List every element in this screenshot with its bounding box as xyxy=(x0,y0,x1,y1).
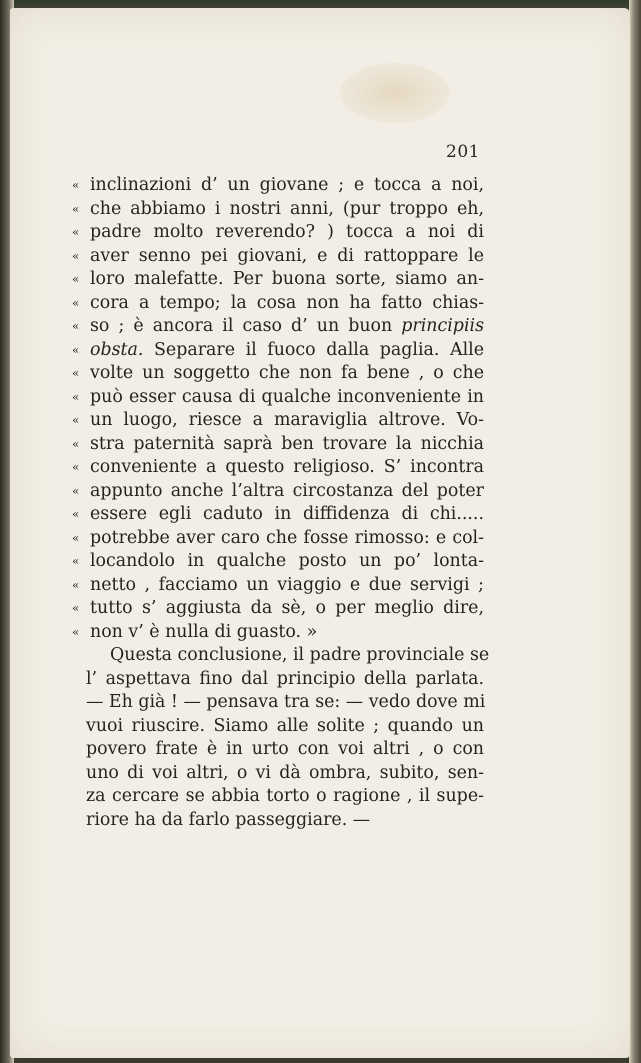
quote-mark: « xyxy=(72,178,80,192)
quote-mark: « xyxy=(72,248,80,263)
quote-mark: « xyxy=(72,483,80,498)
text-line: za cercare se abbia torto o ragione , il supe- xyxy=(86,786,484,806)
quote-mark: « xyxy=(72,272,80,286)
quote-mark: « xyxy=(72,413,80,427)
text-line: « cora a tempo; la cosa non ha fatto chias- xyxy=(86,292,484,316)
quote-mark: « xyxy=(72,342,80,357)
quote-mark: « xyxy=(72,436,80,451)
quote-mark: « xyxy=(72,295,80,310)
quote-mark: « xyxy=(72,389,80,404)
quote-mark: « xyxy=(72,624,80,639)
latin-phrase: principiis xyxy=(401,316,484,336)
body-text xyxy=(72,174,490,832)
text-line: « so ; è ancora il caso d’ un buon principiis xyxy=(86,315,484,339)
paragraph-first-line: Questa conclusione, il padre provinciale se xyxy=(110,645,490,665)
text-line: « netto , facciamo un viaggio e due servigi ; xyxy=(86,574,484,598)
quote-mark: « xyxy=(72,319,80,333)
book-page xyxy=(10,8,630,1058)
text-line: uno di voi altri, o vi dà ombra, subito, sen- xyxy=(86,762,484,783)
latin-phrase: obsta. xyxy=(90,339,144,360)
quote-mark: « xyxy=(72,225,80,239)
text-line: vuoi riuscire. Siamo alle solite ; quando un xyxy=(86,715,484,736)
text-line: « conveniente a questo religioso. S’ incontra xyxy=(86,456,484,480)
text-line: « potrebbe aver caro che fosse rimosso: e col- xyxy=(86,527,484,551)
text-line: « può esser causa di qualche inconveniente in xyxy=(86,386,484,410)
text-line: « aver senno pei giovani, e di rattoppare le xyxy=(86,245,484,269)
paper-stain xyxy=(340,63,450,123)
quote-mark: « xyxy=(72,577,80,592)
text-line: « loro malefatte. Per buona sorte, siamo an- xyxy=(86,268,484,292)
quote-mark: « xyxy=(72,460,80,474)
text-line: « non v’ è nulla di guasto. » xyxy=(86,621,484,645)
text-line: « locandolo in qualche posto un po’ lonta- xyxy=(86,550,484,574)
text-line: « essere egli caduto in diffidenza di chi..... xyxy=(86,503,484,527)
quote-mark: « xyxy=(72,366,80,380)
page-number: 201 xyxy=(446,142,480,162)
text-line: « che abbiamo i nostri anni, (pur troppo eh, xyxy=(86,198,484,222)
quote-mark: « xyxy=(72,507,80,521)
text-line: povero frate è in urto con voi altri , o con xyxy=(86,739,484,759)
quote-mark: « xyxy=(72,201,80,216)
text-line: l’ aspettava fino dal principio della parlata. xyxy=(86,668,484,689)
quote-mark: « xyxy=(72,601,80,615)
text-line: « inclinazioni d’ un giovane ; e tocca a noi, xyxy=(86,174,484,198)
text-line: « appunto anche l’altra circostanza del poter xyxy=(86,480,484,504)
text-line: « stra paternità saprà ben trovare la nicchia xyxy=(86,433,484,457)
text-line: « volte un soggetto che non fa bene , o che xyxy=(86,362,484,386)
quote-mark: « xyxy=(72,530,80,545)
text-line: « tutto s’ aggiusta da sè, o per meglio dire, xyxy=(86,597,484,621)
page-stack-edge xyxy=(629,0,641,1063)
text-line: — Eh già ! — pensava tra se: — vedo dove mi xyxy=(86,692,486,712)
quote-mark: « xyxy=(72,554,80,568)
text-line: riore ha da farlo passeggiare. — xyxy=(86,809,371,830)
text-line: « obsta. Separare il fuoco dalla paglia. Alle xyxy=(86,339,484,363)
text-line: « un luogo, riesce a maraviglia altrove. Vo- xyxy=(86,409,484,433)
text-line: « padre molto reverendo? ) tocca a noi di xyxy=(86,221,484,245)
